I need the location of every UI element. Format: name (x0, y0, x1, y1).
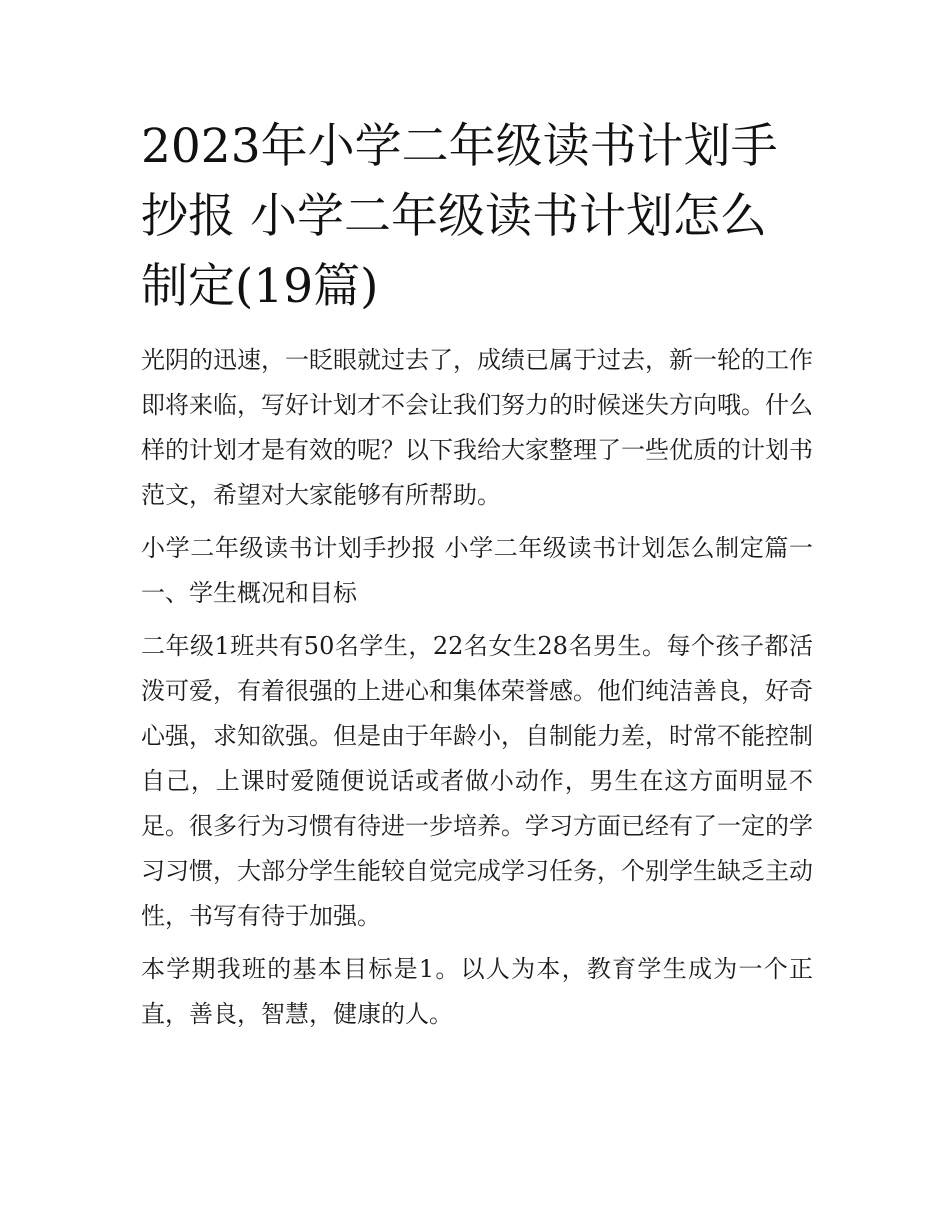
class-overview-paragraph: 二年级1班共有50名学生，22名女生28名男生。每个孩子都活泼可爱，有着很强的上进心和集体荣誉感。他们纯洁善良，好奇心强，求知欲强。但是由于年龄小，自制能力差，时常不能控制自己，上课时爱随便说话或者做小动作，男生在这方面明显不足。很多行为习惯有待进一步培养。学习方面已经有了一定的学习习惯，大部分学生能较自觉完成学习任务，个别学生缺乏主动性，书写有待于加强。 (141, 632, 813, 930)
document-page (141, 112, 813, 1045)
document-body (141, 338, 813, 1037)
document-title: 2023年小学二年级读书计划手抄报 小学二年级读书计划怎么制定(19篇) (141, 119, 778, 314)
section-heading-paragraph: 小学二年级读书计划手抄报 小学二年级读书计划怎么制定篇一 一、学生概况和目标 (141, 534, 813, 607)
goal-paragraph: 本学期我班的基本目标是1。以人为本，教育学生成为一个正直，善良，智慧，健康的人。 (141, 955, 813, 1028)
intro-paragraph: 光阴的迅速，一眨眼就过去了，成绩已属于过去，新一轮的工作即将来临，写好计划才不会让我们努力的时候迷失方向哦。什么样的计划才是有效的呢？以下我给大家整理了一些优质的计划书范文，希望对大家能够有所帮助。 (141, 346, 813, 509)
